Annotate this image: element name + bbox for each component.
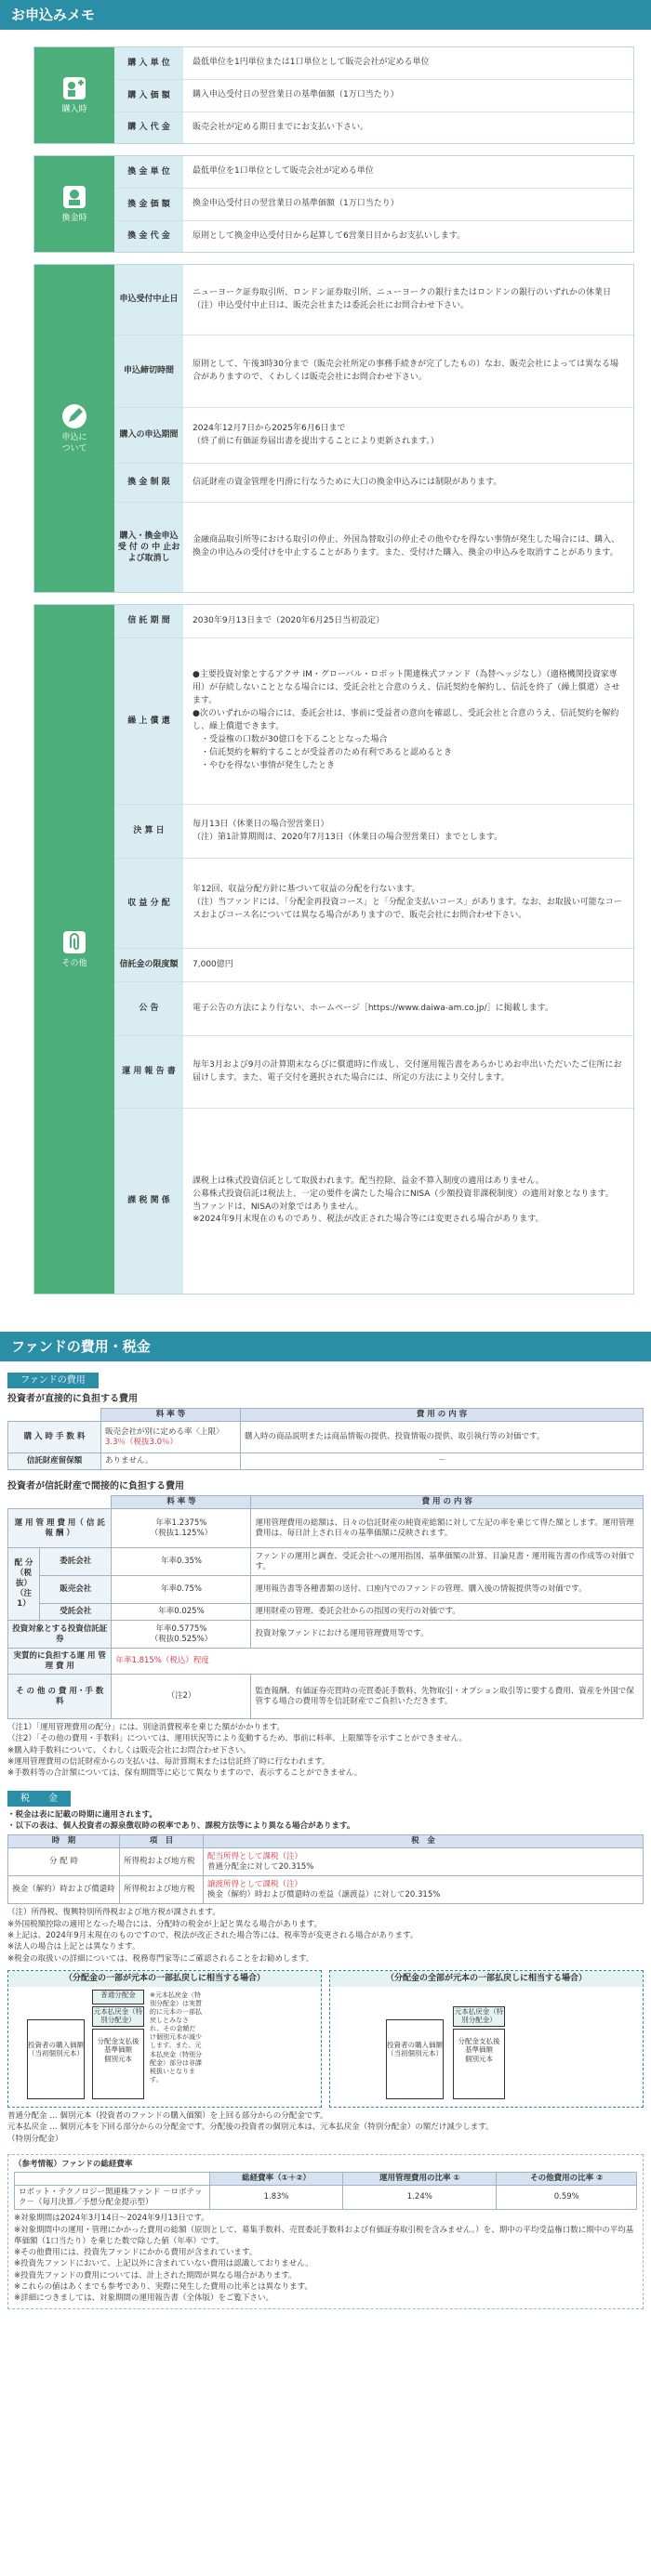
diagram-full (329, 1970, 644, 2108)
row-label: 委託会社 (40, 1548, 112, 1576)
row-value: 課税上は株式投資信託として取扱われます。配当控除、益金不算入制度の適用はありません。 公募株式投資信託は税法上、一定の要件を満たした場合にNISA（少額投資非課税制度）の適用対象となります。 当ファンドは、NISAの対象ではありません。 ※2024年9月末現在のものであり、税法が改正された場合等には変更される場合があります。 (193, 1176, 614, 1225)
alloc-label: 配 分（税抜）（注1） (8, 1548, 40, 1621)
diagram-partial (7, 1970, 322, 2108)
memo-purchase-block (33, 46, 634, 144)
tax-item: 所得税および地方税 (120, 1876, 204, 1904)
purchase-side (34, 47, 114, 143)
purchase-icon (60, 74, 88, 102)
row-value: 最低単位を1口単位として販売会社が定める単位 (193, 166, 374, 177)
expense-ratio-table (14, 2172, 637, 2210)
col-header: 運用管理費用の比率 ① (343, 2173, 497, 2186)
direct-cost-table (7, 1408, 644, 1470)
row-label: 受託会社 (40, 1604, 112, 1621)
other-side-label: その他 (61, 959, 87, 969)
row-label: 販売会社 (40, 1576, 112, 1604)
investor-box: 投資者の購入価額 （当初個別元本） (386, 2019, 444, 2099)
col-header: 項 目 (120, 1835, 204, 1848)
row-label: 収 益 分 配 (114, 859, 183, 948)
ratio-other: 0.59% (497, 2186, 637, 2210)
rate-cell: 年率0.75% (112, 1576, 251, 1604)
tax-tag: 税 金 (7, 1791, 71, 1807)
row-label: 購 入 代 金 (114, 112, 183, 143)
content-cell: 運用管理費用の総額は、日々の信託財産の純資産総額に対して左記の率を乗じて得た額とします。運用管理費用は、毎日計上され日々の基準価額に反映されます。 (251, 1509, 644, 1548)
row-label: 信託財産留保額 (8, 1453, 101, 1470)
direct-title: 投資者が直接的に負担する費用 (7, 1394, 138, 1404)
tax-table (7, 1834, 644, 1904)
after-box: 分配金支払後 基準価額 個別元本 (92, 2029, 144, 2099)
row-label: 投資対象とする投資信託証券 (8, 1621, 112, 1649)
row-value: 電子公告の方法により行ない、ホームページ［https://www.daiwa-am.co.jp/］に掲載します。 (193, 1003, 553, 1013)
row-label: 購 入 価 額 (114, 80, 183, 112)
col-header: 料 率 等 (101, 1409, 241, 1422)
row-label: 換 金 単 位 (114, 156, 183, 188)
row-label: そ の 他 の 費 用・手 数 料 (8, 1675, 112, 1719)
row-label: 換 金 制 限 (114, 464, 183, 502)
content-cell: 購入時の商品説明または商品情報の提供、投資情報の提供、取引執行等の対価です。 (241, 1422, 644, 1453)
application-side (34, 265, 114, 592)
purchase-side-label: 購入時 (61, 105, 87, 115)
cost-notes: （注1）「運用管理費用の配分」には、別途消費税率を乗じた額がかかります。 （注2）「その他の費用・手数料」については、運用状況等により変動するため、事前に料率、上限額等を示すことができません。 ※購入時手数料について、くわしくは販売会社にお問合わせ下さい。 ※運用管理費用の信託財産からの支払いは、毎計算期末または信託終了時に行なわれます。 ※手数料等の合計額については、保有期間等に応じて異なりますので、表示することができません。 (7, 1723, 468, 1779)
tax-cell: 配当所得として課税（注） 普通分配金に対して20.315% (204, 1848, 644, 1876)
row-value: 毎年3月および9月の計算期末ならびに償還時に作成し、交付運用報告書をあらかじめお申出いただいたご住所にお届けします。また、電子交付を選択された場合には、所定の方法により交付します。 (193, 1059, 622, 1083)
reference-box (7, 2154, 644, 2309)
row-value: 2030年9月13日まで（2020年6月25日当初設定） (193, 615, 385, 625)
row-label: 換 金 代 金 (114, 221, 183, 252)
fund-cost-tag: ファンドの費用 (7, 1373, 99, 1388)
row-label: 購入の申込期間 (114, 408, 183, 463)
redemption-side-label: 換金時 (61, 214, 87, 224)
row-label: 申込受付中止日 (114, 265, 183, 335)
diagram-title: （分配金の全部が元本の一部払戻しに相当する場合） (330, 1971, 643, 1988)
row-label: 繰 上 償 還 (114, 638, 183, 804)
content-cell: ファンドの運用と調査、受託会社への運用指図、基準価額の計算、目論見書・運用報告書の作成等の対価です。 (251, 1548, 644, 1576)
costs-title: ファンドの費用・税金 (0, 1332, 651, 1361)
ratio-total: 1.83% (210, 2186, 343, 2210)
ratio-mgmt: 1.24% (343, 2186, 497, 2210)
row-value: 原則として、午後3時30分まで（販売会社所定の事務手続きが完了したもの）なお、販売会社によっては異なる場合がありますので、くわしくは販売会社にお問合わせ下さい。 (193, 359, 619, 382)
row-label: 決 算 日 (114, 805, 183, 858)
indirect-cost-table (7, 1495, 644, 1719)
content-cell: 投資対象ファンドにおける運用管理費用等です。 (251, 1621, 644, 1649)
row-value: 2024年12月7日から2025年6月6日まで （終了前に有価証券届出書を提出することにより更新されます。） (193, 423, 439, 446)
row-value: 換金申込受付日の翌営業日の基準価額（1万口当たり） (193, 199, 399, 209)
row-label: 公 告 (114, 982, 183, 1035)
left-note: ※元本払戻金（特別分配金）は実質的に元本の一部払戻しとみなされ、その金額だけ個別元本が減少します。また、元本払戻金（特別分配金）部分は非課税扱いとなります。 (150, 1991, 202, 2083)
col-header: 費 用 の 内 容 (241, 1409, 644, 1422)
rate-cell: 年率0.5775% （税抜0.525%） (112, 1621, 251, 1649)
rate-cell: 販売会社が別に定める率〈上限〉3.3％（税抜3.0％） (101, 1422, 241, 1453)
memo-redemption-block (33, 155, 634, 253)
rate-cell: ありません。 (101, 1453, 241, 1470)
refund-box: 元本払戻金（特別分配金） (92, 2006, 144, 2027)
row-label: 信託金の限度額 (114, 949, 183, 981)
row-value: 購入申込受付日の翌営業日の基準価額（1万口当たり） (193, 90, 399, 100)
memo-other-block (33, 604, 634, 1295)
after-box: 分配金支払後 基準価額 個別元本 (453, 2029, 505, 2099)
col-header (15, 2173, 210, 2186)
other-side (34, 605, 114, 1294)
row-label: 購入・換金申込受 付 の 中 止および取消し (114, 503, 183, 592)
rate-cell: （注2） (112, 1675, 251, 1719)
row-value: 信託財産の資金管理を円滑に行なうために大口の換金申込みには制限があります。 (193, 477, 502, 487)
row-label: 換 金 価 額 (114, 189, 183, 220)
row-value: ●主要投資対象とするアクサ IM・グローバル・ロボット関連株式ファンド（為替ヘッジなし）（適格機関投資家専用）が存続しないこととなる場合には、受託会社と合意のうえ、信託契約を解約し、信託を終了（繰上償還）させます。 ●次のいずれかの場合には、委託会社は、事前に受益者の意向を確認し、受託会社と合意のうえ、信託契約を解約し、繰上償還できます。 ・受益権の口数が30億口を下ることとなった場合 ・信託契約を解約することが受益者のため有利であると認めるとき ・やむを得ない事情が発生したとき (193, 670, 620, 770)
tax-notes: （注）所得税、復興特別所得税および地方税が課されます。 ※外国税額控除の適用となった場合には、分配時の税金が上記と異なる場合があります。 ※上記は、2024年9月末現在のものですので、税法が改正された場合等には、税率等が変更される場合があります。 ※法人の場合は上記とは異なります。 ※税金の取扱いの詳細については、税務専門家等にご確認されることをお勧めします。 (7, 1908, 418, 1964)
tax-cell: 譲渡所得として課税（注） 換金（解約）時および償還時の差益（譲渡益）に対して20.315% (204, 1876, 644, 1904)
row-value: 販売会社が定める期日までにお支払い下さい。 (193, 122, 369, 132)
row-value: ニューヨーク証券取引所、ロンドン証券取引所、ニューヨークの銀行またはロンドンの銀行のいずれかの休業日 （注）申込受付中止日は、販売会社または委託会社にお問合わせ下さい。 (193, 287, 612, 310)
distribution-definitions: 普通分配金 … 個別元本（投資者のファンドの購入価額）を上回る部分からの分配金です。 元本払戻金 … 個別元本を下回る部分からの分配金です。分配後の投資者の個別元本は、元本払戻金（特別分配金）の額だけ減少します。 （特別分配金） (7, 2110, 494, 2144)
tax-item: 所得税および地方税 (120, 1848, 204, 1876)
row-label: 課 税 関 係 (114, 1109, 183, 1294)
row-value: 金融商品取引所等における取引の停止、外国為替取引の停止その他やむを得ない事情が発生した場合には、購入、換金の申込みの受付けを中止することがあります。また、受付けた購入、換金の申込みを取消すことがあります。 (193, 535, 620, 558)
row-label: 実質的に負担する運 用 管 理 費 用 (8, 1649, 112, 1675)
paperclip-icon (60, 928, 88, 956)
row-value: 毎月13日（休業日の場合翌営業日） （注）第1計算期間は、2020年7月13日（休業日の場合翌営業日）までとします。 (193, 819, 503, 842)
row-label: 購 入 時 手 数 料 (8, 1422, 101, 1453)
pencil-icon (60, 402, 88, 430)
rate-cell: 年率1.2375% （税抜1.125%） (112, 1509, 251, 1548)
col-header: 料 率 等 (112, 1496, 251, 1509)
row-label: 購 入 単 位 (114, 47, 183, 79)
row-value: 7,000億円 (193, 959, 233, 969)
col-header: 総経費率（①＋②） (210, 2173, 343, 2186)
content-cell: 監査報酬、有価証券売買時の売買委託手数料、先物取引・オプション取引等に要する費用、資産を外国で保管する場合の費用等を信託財産でご負担いただきます。 (251, 1675, 644, 1719)
fund-name: ロボット・テクノロジー関連株ファンド －ロボテック－（毎月決算／予想分配金提示型） (15, 2186, 210, 2210)
row-value: 最低単位を1円単位または1口単位として販売会社が定める単位 (193, 58, 430, 68)
content-cell: 運用報告書等各種書類の送付、口座内でのファンドの管理、購入後の情報提供等の対価です。 (251, 1576, 644, 1604)
row-value: 年12回、収益分配方針に基づいて収益の分配を行ないます。 （注）当ファンドには、「分配金再投資コース」と「分配金支払いコース」があります。なお、お取扱い可能なコースおよびコース名については異なる場合がありますので、販売会社にお問合わせ下さい。 (193, 885, 622, 920)
refund-box: 元本払戻金（特別分配金） (453, 2006, 505, 2027)
row-value: 原則として換金申込受付日から起算して6営業日目からお支払いします。 (193, 230, 466, 241)
memo-application-block (33, 264, 634, 593)
reference-title: （参考情報）ファンドの総経費率 (14, 2159, 133, 2169)
col-header: 費 用 の 内 容 (251, 1496, 644, 1509)
content-cell: 運用財産の管理、委託会社からの指図の実行の対価です。 (251, 1604, 644, 1621)
row-label: 申込締切時間 (114, 335, 183, 407)
col-header: その他費用の比率 ② (497, 2173, 637, 2186)
rate-cell: 年率1.815%（税込）程度 (112, 1649, 644, 1675)
col-header: 時 期 (8, 1835, 120, 1848)
rate-cell: 年率0.35% (112, 1548, 251, 1576)
tax-bullets: ・税金は表に記載の時期に適用されます。 ・以下の表は、個人投資者の源泉徴収時の税率であり、課税方法等により異なる場合があります。 (7, 1809, 355, 1831)
reference-notes: ※対象期間は2024年3月14日～2024年9月13日です。 ※対象期間中の運用・管理にかかった費用の総額（原則として、募集手数料、売買委託手数料および有価証券取引税を含みません。）を、期中の平均受益権口数に期中の平均基準価額（1口当たり）を乗じた数で除した値（年率）です。 ※その他費用には、投資先ファンドにかかる費用が含まれています。 ※投資先ファンドにおいて、上記以外に含まれていない費用は認識しておりません。 ※投資先ファンドの費用については、計上された期間が異なる場合があります。 ※これらの値はあくまでも参考であり、実際に発生した費用の比率とは異なります。 ※詳細につきましては、対象期間の運用報告書（全体版）をご覧下さい。 (14, 2214, 634, 2304)
content-cell: － (241, 1453, 644, 1470)
tax-timing: 分 配 時 (8, 1848, 120, 1876)
row-label: 運 用 管 理 費 用（ 信 託 報 酬 ） (8, 1509, 112, 1548)
rate-cell: 年率0.025% (112, 1604, 251, 1621)
row-label: 信 託 期 間 (114, 605, 183, 637)
application-side-label: 申込に ついて (61, 432, 87, 453)
diagram-title: （分配金の一部が元本の一部払戻しに相当する場合） (8, 1971, 321, 1988)
redemption-icon (60, 183, 88, 211)
redemption-side (34, 156, 114, 252)
distribution-diagrams (7, 1970, 644, 2108)
tax-timing: 換金（解約）時および償還時 (8, 1876, 120, 1904)
investor-box: 投資者の購入価額 （当初個別元本） (27, 2019, 85, 2099)
costs-section (0, 1332, 651, 2309)
normal-dist-box: 普通分配金 (92, 1990, 144, 2004)
indirect-title: 投資者が信託財産で間接的に負担する費用 (7, 1481, 184, 1492)
memo-title: お申込みメモ (0, 0, 651, 30)
col-header: 税 金 (204, 1835, 644, 1848)
row-label: 運 用 報 告 書 (114, 1036, 183, 1108)
